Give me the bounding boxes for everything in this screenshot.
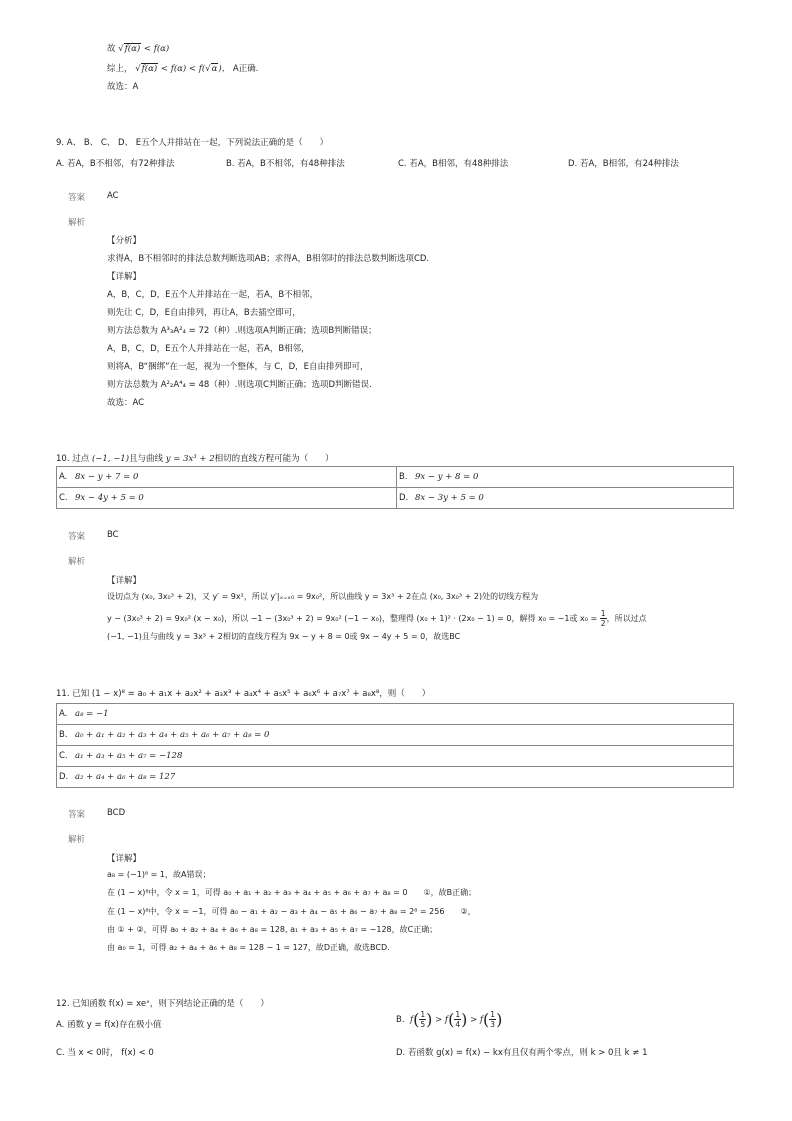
q11-analysis-label: 解析 xyxy=(68,835,86,845)
q10-options-table xyxy=(56,466,734,509)
q9-analysis-line: A，B，C，D，E五个人并排站在一起，若A，B不相邻， xyxy=(107,290,319,300)
q9-analysis-line: 则方法总数为 A²₂A⁴₄ = 48（种）.则选项C判断正确；选项D判断错误. xyxy=(107,380,372,390)
q10-analysis-line: 【详解】 xyxy=(107,576,142,586)
q10-option-a[interactable]: A. 8x − y + 7 = 0 xyxy=(57,467,397,488)
q10-answer: BC xyxy=(107,530,119,540)
q12-option-d[interactable]: D. 若函数 g(x) = f(x) − kx有且仅有两个零点，则 k > 0且 k ≠ 1 xyxy=(396,1048,648,1058)
q9-option-a[interactable]: A. 若A，B不相邻，有72种排法 xyxy=(56,159,175,169)
q11-answer-label: 答案 xyxy=(68,810,86,820)
fraction: $\frac{1}{2}$ xyxy=(600,609,606,628)
q11-analysis-line: 在 (1 − x)⁸中，令 x = −1，可得 a₀ − a₁ + a₂ − a₃ + a₄ − a₅ + a₆ − a₇ + a₈ = 2⁸ = 256 ②， xyxy=(107,907,476,916)
q10-analysis-line: y − (3x₀³ + 2) = 9x₀² (x − x₀)，所以 −1 − (3x₀³ + 2) = 9x₀² (−1 − x₀)，整理得 (x₀ + 1)² · (2x₀ − 1) = 0，解得 x₀ = −1或 x₀ = $\frac{1}{2}$ ，所以过点 xyxy=(107,609,647,628)
q9-option-b[interactable]: B. 若A，B不相邻，有48种排法 xyxy=(226,159,345,169)
q11-analysis-line: 在 (1 − x)⁸中，令 x = 1，可得 a₀ + a₁ + a₂ + a₃ + a₄ + a₅ + a₆ + a₇ + a₈ = 0 ①，故B正确； xyxy=(107,888,477,897)
q9-analysis-line: 故选：AC xyxy=(107,398,145,408)
q9-analysis-line: 【详解】 xyxy=(107,272,142,282)
q9-analysis-line: 则方法总数为 A³₃A²₄ = 72（种）.则选项A判断正确；选项B判断错误； xyxy=(107,326,377,336)
q10-analysis-line: (−1, −1)且与曲线 y = 3x³ + 2相切的直线方程为 9x − y + 8 = 0或 9x − 4y + 5 = 0，故选BC xyxy=(107,632,461,641)
q11-option-b[interactable]: B. a₀ + a₁ + a₂ + a₃ + a₄ + a₅ + a₆ + a₇ + a₈ = 0 xyxy=(57,725,734,746)
q10-option-d[interactable]: D. 8x − 3y + 5 = 0 xyxy=(397,488,734,509)
q10-answer-label: 答案 xyxy=(68,532,86,542)
q10-stem: 10. 过点 (−1, −1)且与曲线 y = 3x³ + 2相切的直线方程可能为（ ） xyxy=(56,454,334,464)
q11-option-c[interactable]: C. a₁ + a₃ + a₅ + a₇ = −128 xyxy=(57,746,734,767)
q11-option-d[interactable]: D. a₂ + a₄ + a₆ + a₈ = 127 xyxy=(57,767,734,788)
q11-answer: BCD xyxy=(107,808,126,818)
prev-conclusion-line1: 故 √f(α) < f(α) xyxy=(107,44,170,54)
q9-analysis-line: 求得A，B不相邻时的排法总数判断选项AB；求得A，B相邻时的排法总数判断选项CD. xyxy=(107,254,430,264)
q12-option-b[interactable]: B. f( $\frac{1}{5}$ ) > f( $\frac{1}{4}$ ) > f( $\frac{1}{3}$ ) xyxy=(396,1010,503,1029)
prev-conclusion-line2: 综上， √f(α) < f(α) < f(√α)， A正确. xyxy=(107,64,259,74)
q11-analysis-line: 【详解】 xyxy=(107,854,142,864)
q11-options-table xyxy=(56,703,734,788)
q11-analysis-line: a₈ = (−1)⁸ = 1，故A错误； xyxy=(107,870,211,879)
q9-answer-label: 答案 xyxy=(68,193,86,203)
q12-option-a[interactable]: A. 函数 y = f(x)存在极小值 xyxy=(56,1020,162,1030)
q10-analysis-label: 解析 xyxy=(68,557,86,567)
q11-analysis-line: 由 ① + ②，可得 a₀ + a₂ + a₄ + a₆ + a₈ = 128, a₁ + a₃ + a₅ + a₇ = −128，故C正确； xyxy=(107,925,438,934)
q10-option-b[interactable]: B. 9x − y + 8 = 0 xyxy=(397,467,734,488)
q10-analysis-line: 设切点为 (x₀, 3x₀³ + 2)，又 y′ = 9x²，所以 y′|ₓ₌ₓ₀ = 9x₀²，所以曲线 y = 3x³ + 2在点 (x₀, 3x₀³ + 2)处的切线方程为 xyxy=(107,592,539,601)
q12-stem: 12. 已知函数 f(x) = xeˣ，则下列结论正确的是（ ） xyxy=(56,999,269,1009)
q9-answer: AC xyxy=(107,191,119,201)
q9-option-d[interactable]: D. 若A，B相邻，有24种排法 xyxy=(568,159,679,169)
q11-stem: 11. 已知 (1 − x)⁸ = a₀ + a₁x + a₂x² + a₃x³ + a₄x⁴ + a₅x⁵ + a₆x⁶ + a₇x⁷ + a₈x⁸，则（ ） xyxy=(56,689,431,699)
prev-conclusion-choice: 故选：A xyxy=(107,82,139,92)
q9-analysis-line: 【分析】 xyxy=(107,236,142,246)
q9-analysis-line: 则先让 C，D，E自由排列，再让A，B去插空即可， xyxy=(107,308,301,318)
q10-option-c[interactable]: C. 9x − 4y + 5 = 0 xyxy=(57,488,397,509)
q11-analysis-line: 由 a₀ = 1，可得 a₂ + a₄ + a₆ + a₈ = 128 − 1 = 127，故D正确，故选BCD. xyxy=(107,943,390,952)
q9-analysis-label: 解析 xyxy=(68,218,86,228)
q9-stem: 9. A、 B、 C、 D、 E五个人并排站在一起，下列说法正确的是（ ） xyxy=(56,138,329,148)
q9-analysis-line: 则将A，B“捆绑”在一起，视为一个整体，与 C，D，E自由排列即可， xyxy=(107,362,369,372)
q12-option-c[interactable]: C. 当 x < 0时， f(x) < 0 xyxy=(56,1048,154,1058)
q9-option-c[interactable]: C. 若A，B相邻，有48种排法 xyxy=(398,159,509,169)
q11-option-a[interactable]: A. a₈ = −1 xyxy=(57,704,734,725)
q9-analysis-line: A，B，C，D，E五个人并排站在一起，若A，B相邻， xyxy=(107,344,310,354)
